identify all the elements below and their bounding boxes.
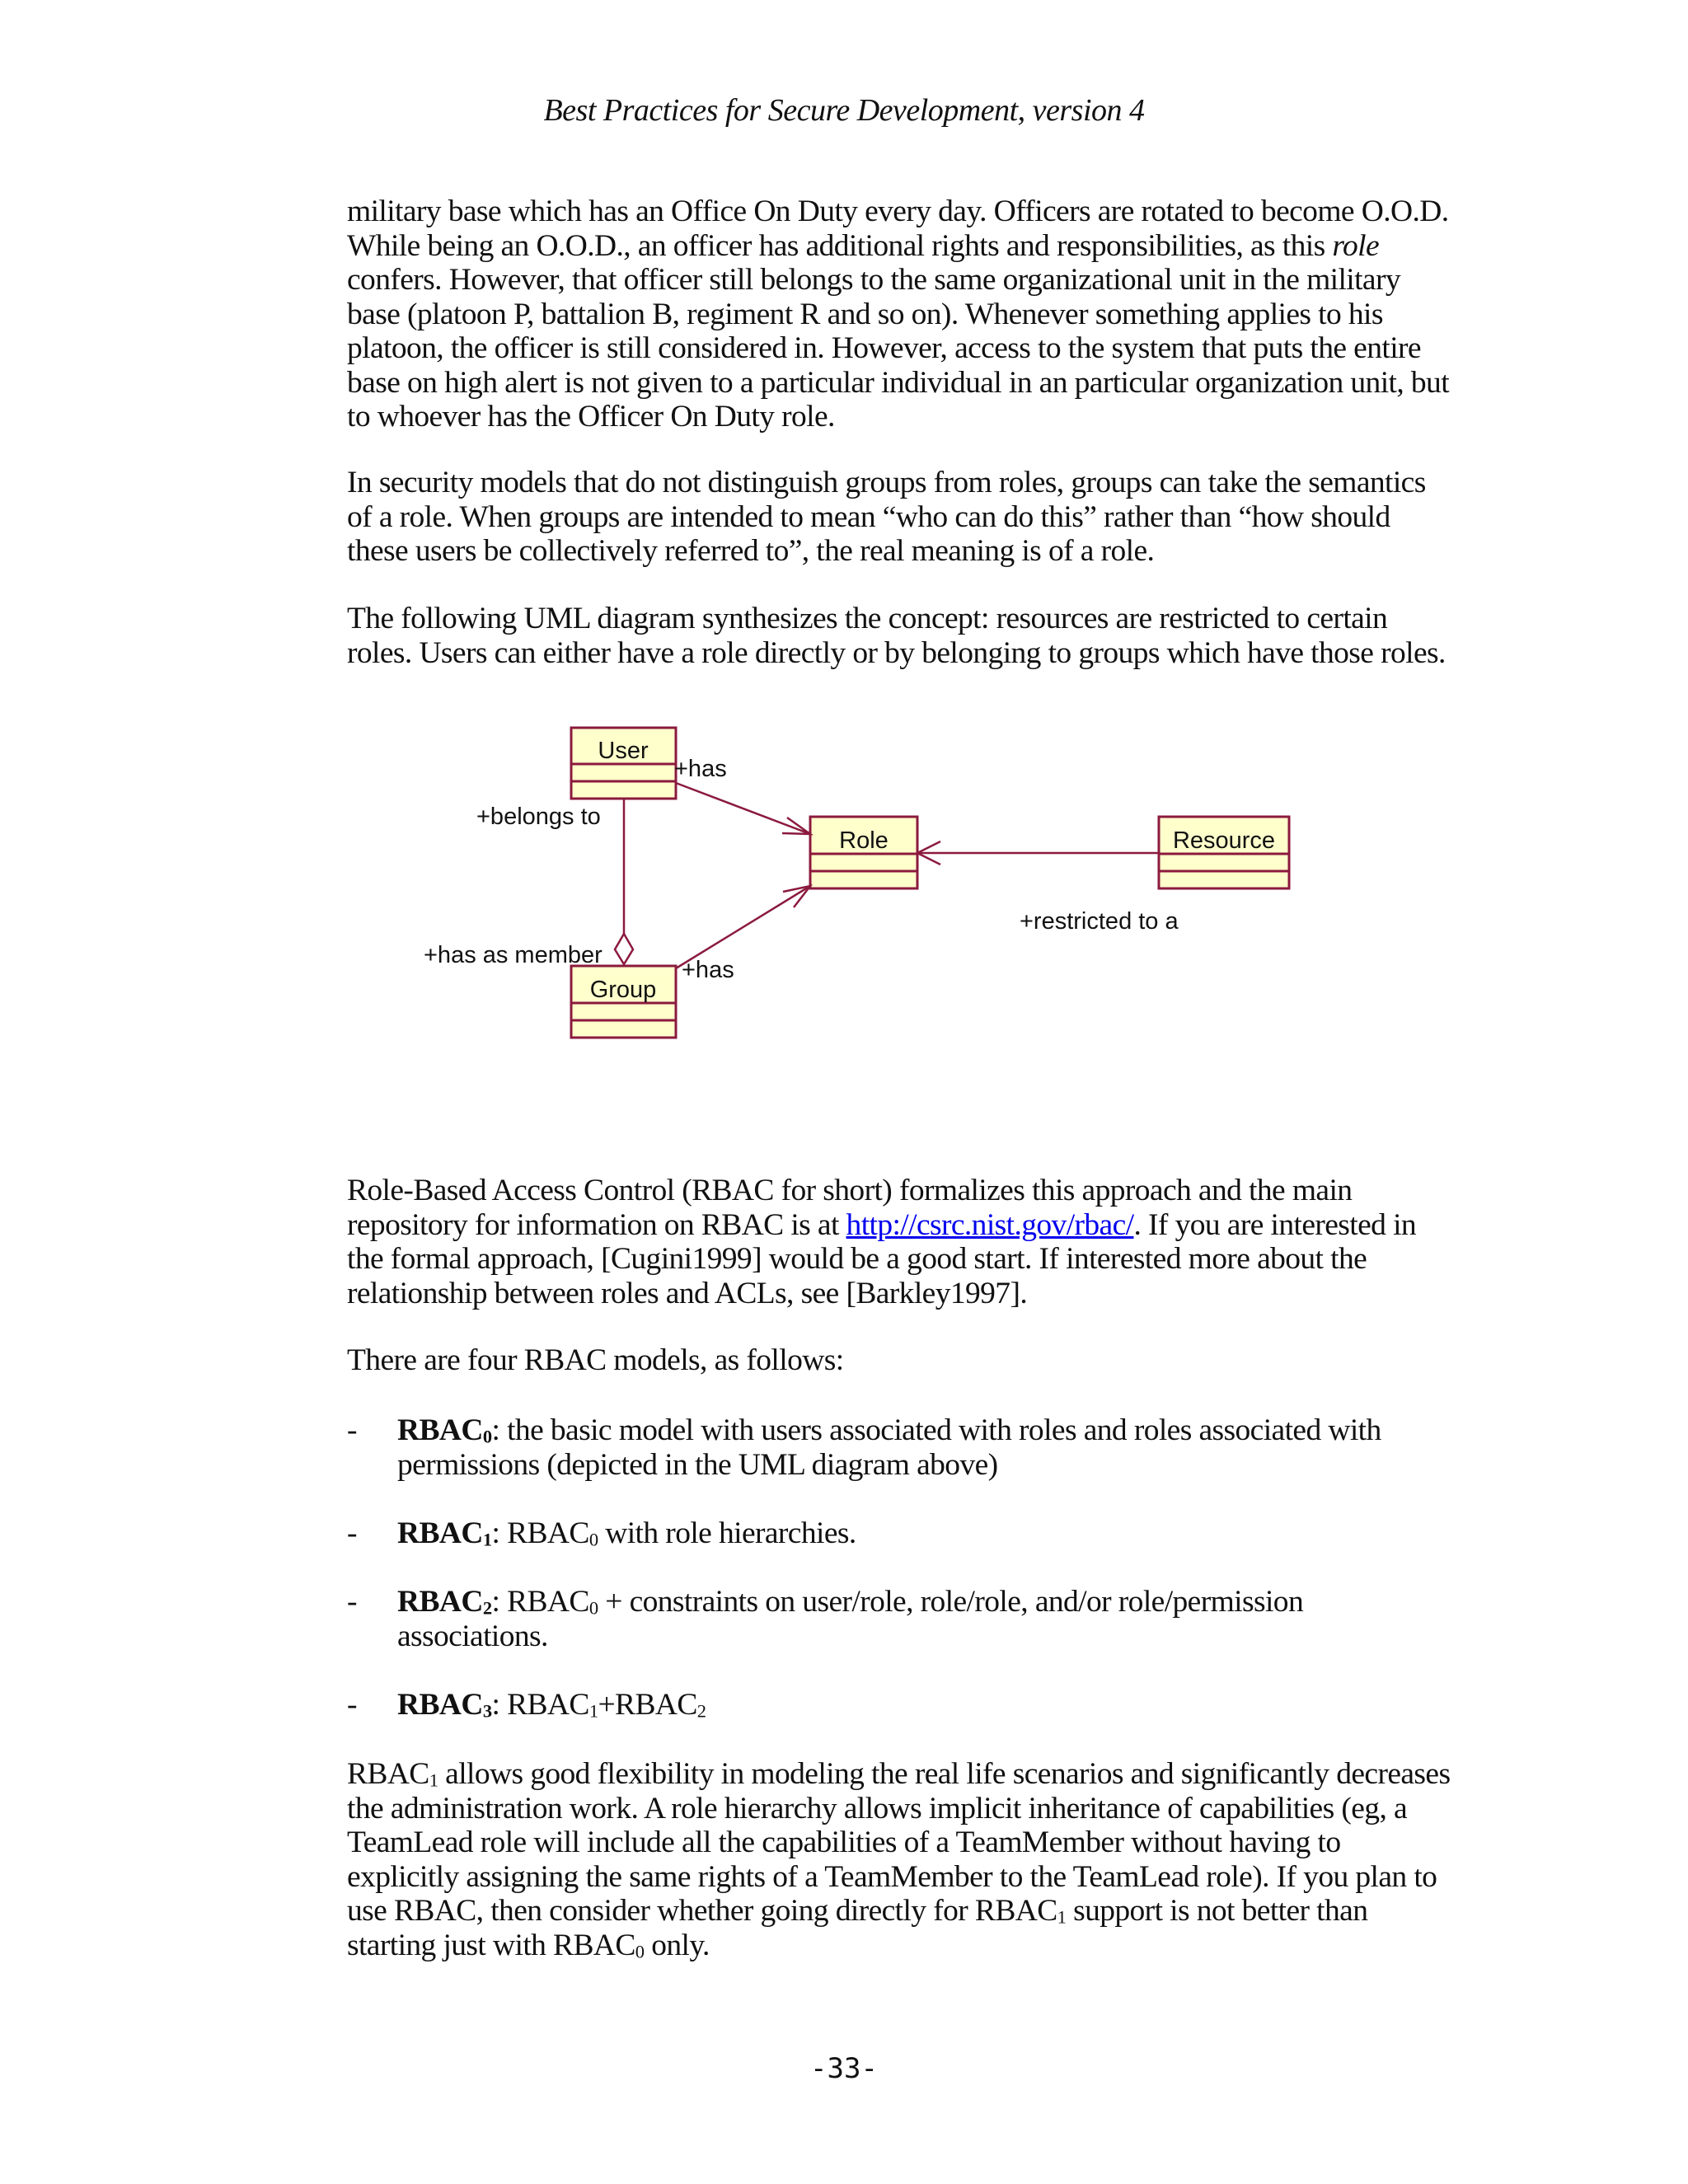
- p4-text-b: . If you are interested in the formal approach, [Cugini1999] would be a good start. If interested more about the relationship between roles and ACLs, see [Barkley1997].: [347, 1207, 1417, 1310]
- rbac3-name: $RBAC_3$: [397, 1688, 492, 1722]
- rbac-link[interactable]: http://csrc.nist.gov/rbac/: [846, 1207, 1134, 1242]
- list-item-rbac0: [397, 1413, 1436, 1482]
- assoc-user-has-role: [676, 783, 810, 834]
- list-item-rbac3: $RBAC_3$: $RBAC_1+RBAC_2$: [397, 1688, 706, 1722]
- paragraph-groups-roles: In security models that do not distinguish groups from roles, groups can take the semantics of a role. When groups are intended to mean “who can do this” rather than “how should these users be collectively referred to”, the real meaning is of a role.: [347, 466, 1426, 568]
- p4-text-a: Role-Based Access Control (RBAC for short) formalizes this approach and the main repository for information on RBAC is at: [347, 1174, 1353, 1242]
- label-group-has: +has: [682, 957, 734, 983]
- p1-text-a: military base which has an Office On Duty every day. Officers are rotated to become O.O.D. While being an O.O.D., an officer has additional rights and responsibilities, as this: [347, 194, 1449, 263]
- class-role: [810, 817, 917, 888]
- aggregation-diamond-icon: [615, 934, 633, 964]
- assoc-group-has-role: [676, 886, 810, 968]
- paragraph-rbac-intro: [347, 1174, 1451, 1310]
- label-has-as-member: +has as member: [424, 942, 603, 968]
- rbac2-name: $RBAC_2$: [397, 1585, 492, 1619]
- label-restricted-to: +restricted to a: [1020, 908, 1179, 935]
- rbac0-name: $RBAC_0$: [397, 1413, 492, 1447]
- class-group: [571, 966, 676, 1038]
- page-number: -33-: [810, 2052, 878, 2085]
- paragraph-four-models: There are four RBAC models, as follows:: [347, 1343, 844, 1377]
- p1-text-b: confers. However, that officer still belongs to the same organizational unit in the military base (platoon P, battalion B, regiment R and so on). Whenever something applies to his platoon, the officer is still considered in. However, access to the system that puts the entire base on high alert is not given to a particular individual in an particular organization unit, but to whoever has the Officer On Duty role.: [347, 263, 1450, 434]
- rbac1-name: $RBAC_1$: [397, 1516, 492, 1550]
- paragraph-rbac1-flexibility: $RBAC_1$ allows good flexibility in modeling the real life scenarios and significantly decreases the administration work. A role hierarchy allows implicit inheritance of capabilities (eg, a TeamLead role will include all the capabilities of a TeamMember without having to explicitly assigning the same rights of a TeamMember to the TeamLead role). If you plan to use RBAC, then consider whether going directly for $RBAC_1$ support is not better than starting just with $RBAC_0$ only.: [347, 1757, 1451, 1962]
- page-header: Best Practices for Secure Development, version 4: [543, 93, 1145, 128]
- class-user: [571, 728, 676, 799]
- assoc-resource-restricted-role: [917, 841, 1159, 865]
- list-bullet: -: [347, 1516, 358, 1550]
- list-item-rbac2: $RBAC_2$: $RBAC_0$ + constraints on user/role, role/role, and/or role/permission associations.: [397, 1585, 1304, 1653]
- class-role-name: Role: [839, 827, 889, 854]
- list-bullet: -: [347, 1585, 358, 1619]
- class-group-name: Group: [589, 977, 657, 1003]
- class-user-name: User: [598, 738, 649, 764]
- paragraph-uml-intro: The following UML diagram synthesizes the concept: resources are restricted to certain roles. Users can either have a role directly or by belonging to groups which have those roles.: [347, 602, 1446, 670]
- aggregation-user-group: [615, 799, 633, 964]
- p1-emphasis: role: [1332, 228, 1379, 263]
- class-resource-name: Resource: [1172, 827, 1276, 854]
- rbac0-desc: : the basic model with users associated with roles and roles associated with permissions (depicted in the UML diagram above): [397, 1413, 1381, 1482]
- list-bullet: -: [347, 1688, 358, 1722]
- label-belongs-to: +belongs to: [476, 804, 601, 830]
- list-item-rbac1: $RBAC_1$: $RBAC_0$ with role hierarchies.: [397, 1516, 856, 1550]
- label-user-has: +has: [674, 756, 727, 782]
- list-bullet: -: [347, 1413, 358, 1447]
- class-resource: [1159, 817, 1289, 888]
